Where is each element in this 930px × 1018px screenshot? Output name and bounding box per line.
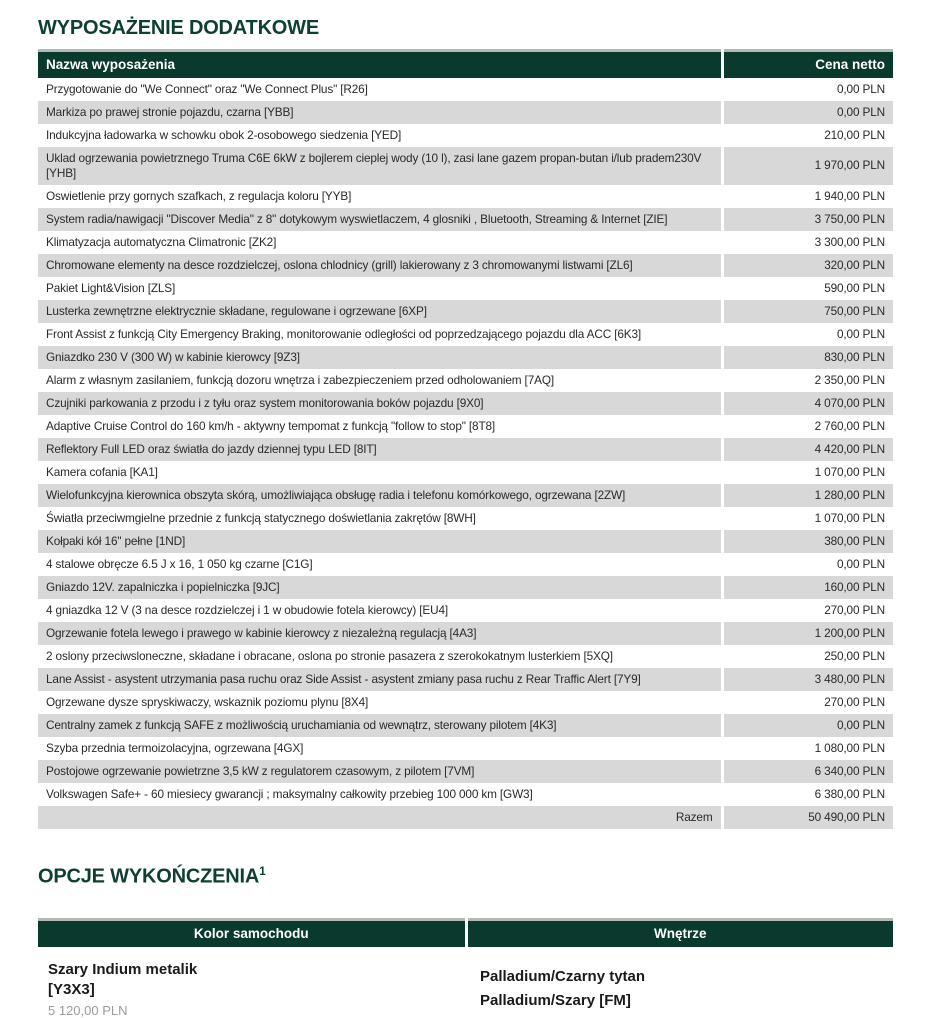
equipment-name-cell: Markiza po prawej stronie pojazdu, czarna [YBB] bbox=[38, 101, 722, 124]
equipment-name-cell: Reflektory Full LED oraz światła do jazdy dziennej typu LED [8IT] bbox=[38, 438, 722, 461]
equipment-price-cell: 320,00 PLN bbox=[722, 254, 893, 277]
equipment-name-cell: Adaptive Cruise Control do 160 km/h - aktywny tempomat z funkcją "follow to stop" [8T8] bbox=[38, 415, 722, 438]
interior-line-1: Palladium/Czarny tytan bbox=[480, 967, 646, 985]
table-row bbox=[38, 714, 893, 737]
equipment-name-cell: Chromowane elementy na desce rozdzielczej, oslona chlodnicy (grill) lakierowany z 3 chromowanymi listwami [ZL6] bbox=[38, 254, 722, 277]
equipment-price-cell: 250,00 PLN bbox=[722, 645, 893, 668]
table-row bbox=[38, 277, 893, 300]
table-row bbox=[38, 760, 893, 783]
equipment-price-cell: 0,00 PLN bbox=[722, 714, 893, 737]
equipment-price-cell: 0,00 PLN bbox=[722, 553, 893, 576]
table-row bbox=[38, 668, 893, 691]
total-price-cell: 50 490,00 PLN bbox=[722, 806, 893, 829]
table-row bbox=[38, 438, 893, 461]
equipment-price-cell: 0,00 PLN bbox=[722, 78, 893, 101]
equipment-name-cell: 4 stalowe obręcze 6.5 J x 16, 1 050 kg czarne [C1G] bbox=[38, 553, 722, 576]
equipment-price-cell: 6 380,00 PLN bbox=[722, 783, 893, 806]
equipment-price-cell: 1 070,00 PLN bbox=[722, 461, 893, 484]
equipment-name-cell: Gniazdko 230 V (300 W) w kabinie kierowcy [9Z3] bbox=[38, 346, 722, 369]
equipment-name-cell: 2 oslony przeciwsloneczne, składane i obracane, oslona po stronie pasazera z szerokokatnym lusterkiem [5XQ] bbox=[38, 645, 722, 668]
equipment-name-cell: Oswietlenie przy gornych szafkach, z regulacja koloru [YYB] bbox=[38, 185, 722, 208]
equipment-name-cell: Ogrzewane dysze spryskiwaczy, wskaznik poziomu plynu [8X4] bbox=[38, 691, 722, 714]
equipment-name-cell: Indukcyjna ładowarka w schowku obok 2-osobowego siedzenia [YED] bbox=[38, 124, 722, 147]
total-label-cell: Razem bbox=[38, 806, 722, 829]
equipment-name-cell: System radia/nawigacji "Discover Media" z 8" dotykowym wyswietlaczem, 4 glosniki , Bluetooth, Streaming & Internet [ZIE] bbox=[38, 208, 722, 231]
title-footnote-superscript: 1 bbox=[259, 863, 266, 878]
equipment-name-cell: Przygotowanie do "We Connect" oraz "We Connect Plus" [R26] bbox=[38, 78, 722, 101]
table-row bbox=[38, 392, 893, 415]
equipment-name-cell: Światła przeciwmgielne przednie z funkcją statycznego doświetlania zakrętów [8WH] bbox=[38, 507, 722, 530]
table-row bbox=[38, 124, 893, 147]
equipment-name-cell: Front Assist z funkcją City Emergency Braking, monitorowanie odległości od poprzedzającego pojazdu dla ACC [6K3] bbox=[38, 323, 722, 346]
equipment-price-cell: 270,00 PLN bbox=[722, 691, 893, 714]
equipment-price-cell: 750,00 PLN bbox=[722, 300, 893, 323]
table-row bbox=[38, 783, 893, 806]
equipment-price-cell: 4 070,00 PLN bbox=[722, 392, 893, 415]
equipment-price-cell: 0,00 PLN bbox=[722, 101, 893, 124]
equipment-price-cell: 3 480,00 PLN bbox=[722, 668, 893, 691]
equipment-name-cell: Ogrzewanie fotela lewego i prawego w kabinie kierowcy z niezależną regulacją [4A3] bbox=[38, 622, 722, 645]
table-row bbox=[38, 208, 893, 231]
car-color-option bbox=[38, 947, 466, 1018]
table-row bbox=[38, 461, 893, 484]
equipment-price-cell: 2 350,00 PLN bbox=[722, 369, 893, 392]
finish-options-table bbox=[38, 918, 893, 947]
table-row bbox=[38, 507, 893, 530]
equipment-price-cell: 830,00 PLN bbox=[722, 346, 893, 369]
total-row bbox=[38, 806, 893, 829]
equipment-price-cell: 380,00 PLN bbox=[722, 530, 893, 553]
table-row bbox=[38, 147, 893, 185]
equipment-name-cell: Postojowe ogrzewanie powietrzne 3,5 kW z regulatorem czasowym, z pilotem [7VM] bbox=[38, 760, 722, 783]
equipment-section-title: WYPOSAŻENIE DODATKOWE bbox=[38, 17, 319, 39]
equipment-price-cell: 270,00 PLN bbox=[722, 599, 893, 622]
equipment-name-cell: Czujniki parkowania z przodu i z tyłu oraz system monitorowania boków pojazdu [9X0] bbox=[38, 392, 722, 415]
equipment-price-cell: 1 280,00 PLN bbox=[722, 484, 893, 507]
car-color-header: Kolor samochodu bbox=[38, 920, 466, 947]
table-row bbox=[38, 101, 893, 124]
table-row bbox=[38, 622, 893, 645]
equipment-price-cell: 160,00 PLN bbox=[722, 576, 893, 599]
table-row bbox=[38, 323, 893, 346]
equipment-name-cell: Centralny zamek z funkcją SAFE z możliwością uruchamiania od wewnątrz, sterowany pilotem [4K3] bbox=[38, 714, 722, 737]
equipment-price-cell: 590,00 PLN bbox=[722, 277, 893, 300]
table-row bbox=[38, 78, 893, 101]
table-row bbox=[38, 185, 893, 208]
table-row bbox=[38, 254, 893, 277]
table-row bbox=[38, 231, 893, 254]
equipment-name-cell: Wielofunkcyjna kierownica obszyta skórą, umożliwiająca obsługę radia i telefonu komórkowego, ogrzewana [2ZW] bbox=[38, 484, 722, 507]
equipment-name-cell: 4 gniazdka 12 V (3 na desce rozdzielczej i 1 w obudowie fotela kierowcy) [EU4] bbox=[38, 599, 722, 622]
document-page bbox=[0, 16, 930, 1018]
table-row bbox=[38, 576, 893, 599]
table-row bbox=[38, 530, 893, 553]
interior-header: Wnętrze bbox=[466, 920, 893, 947]
equipment-name-cell: Kamera cofania [KA1] bbox=[38, 461, 722, 484]
equipment-name-cell: Volkswagen Safe+ - 60 miesiecy gwarancji ; maksymalny całkowity przebieg 100 000 km [GW3] bbox=[38, 783, 722, 806]
equipment-name-cell: Klimatyzacja automatyczna Climatronic [ZK2] bbox=[38, 231, 722, 254]
equipment-price-header: Cena netto bbox=[722, 51, 893, 78]
equipment-table bbox=[38, 49, 893, 829]
table-row bbox=[38, 300, 893, 323]
equipment-table-header-row bbox=[38, 51, 893, 78]
table-row bbox=[38, 369, 893, 392]
equipment-price-cell: 1 070,00 PLN bbox=[722, 507, 893, 530]
interior-line-2: Palladium/Szary [FM] bbox=[480, 991, 631, 1009]
table-row bbox=[38, 645, 893, 668]
equipment-name-cell: Gniazdo 12V. zapalniczka i popielniczka [9JC] bbox=[38, 576, 722, 599]
equipment-price-cell: 210,00 PLN bbox=[722, 124, 893, 147]
equipment-name-header: Nazwa wyposażenia bbox=[38, 51, 722, 78]
equipment-name-cell: Uklad ogrzewania powietrznego Truma C6E 6kW z bojlerem cieplej wody (10 l), zasi lane gazem propan-butan i/lub pradem230V [YHB] bbox=[38, 147, 722, 185]
table-row bbox=[38, 691, 893, 714]
equipment-price-cell: 6 340,00 PLN bbox=[722, 760, 893, 783]
table-row bbox=[38, 346, 893, 369]
car-color-code: [Y3X3] bbox=[48, 980, 95, 998]
equipment-name-cell: Szyba przednia termoizolacyjna, ogrzewana [4GX] bbox=[38, 737, 722, 760]
equipment-price-cell: 1 080,00 PLN bbox=[722, 737, 893, 760]
table-row bbox=[38, 553, 893, 576]
equipment-name-cell: Lane Assist - asystent utrzymania pasa ruchu oraz Side Assist - asystent zmiany pasa ruchu z Rear Traffic Alert [7Y9] bbox=[38, 668, 722, 691]
finish-table-header-row bbox=[38, 920, 893, 947]
equipment-price-cell: 1 200,00 PLN bbox=[722, 622, 893, 645]
equipment-name-cell: Kołpaki kół 16" pełne [1ND] bbox=[38, 530, 722, 553]
table-row bbox=[38, 484, 893, 507]
equipment-name-cell: Alarm z własnym zasilaniem, funkcją dozoru wnętrza i zabezpieczeniem przed odholowaniem [7AQ] bbox=[38, 369, 722, 392]
equipment-name-cell: Pakiet Light&Vision [ZLS] bbox=[38, 277, 722, 300]
equipment-price-cell: 2 760,00 PLN bbox=[722, 415, 893, 438]
equipment-price-cell: 0,00 PLN bbox=[722, 323, 893, 346]
equipment-price-cell: 1 940,00 PLN bbox=[722, 185, 893, 208]
equipment-price-cell: 4 420,00 PLN bbox=[722, 438, 893, 461]
table-row bbox=[38, 599, 893, 622]
finish-section-title: OPCJE WYKOŃCZENIA$^1$ bbox=[38, 863, 266, 888]
table-row bbox=[38, 415, 893, 438]
interior-option bbox=[466, 947, 645, 1018]
table-row bbox=[38, 737, 893, 760]
finish-options-content bbox=[38, 947, 893, 1018]
car-color-price: 5 120,00 PLN bbox=[48, 1002, 128, 1018]
equipment-price-cell: 3 750,00 PLN bbox=[722, 208, 893, 231]
car-color-name: Szary Indium metalik bbox=[48, 960, 198, 978]
equipment-price-cell: 3 300,00 PLN bbox=[722, 231, 893, 254]
equipment-price-cell: 1 970,00 PLN bbox=[722, 147, 893, 185]
equipment-name-cell: Lusterka zewnętrzne elektrycznie składane, regulowane i ogrzewane [6XP] bbox=[38, 300, 722, 323]
